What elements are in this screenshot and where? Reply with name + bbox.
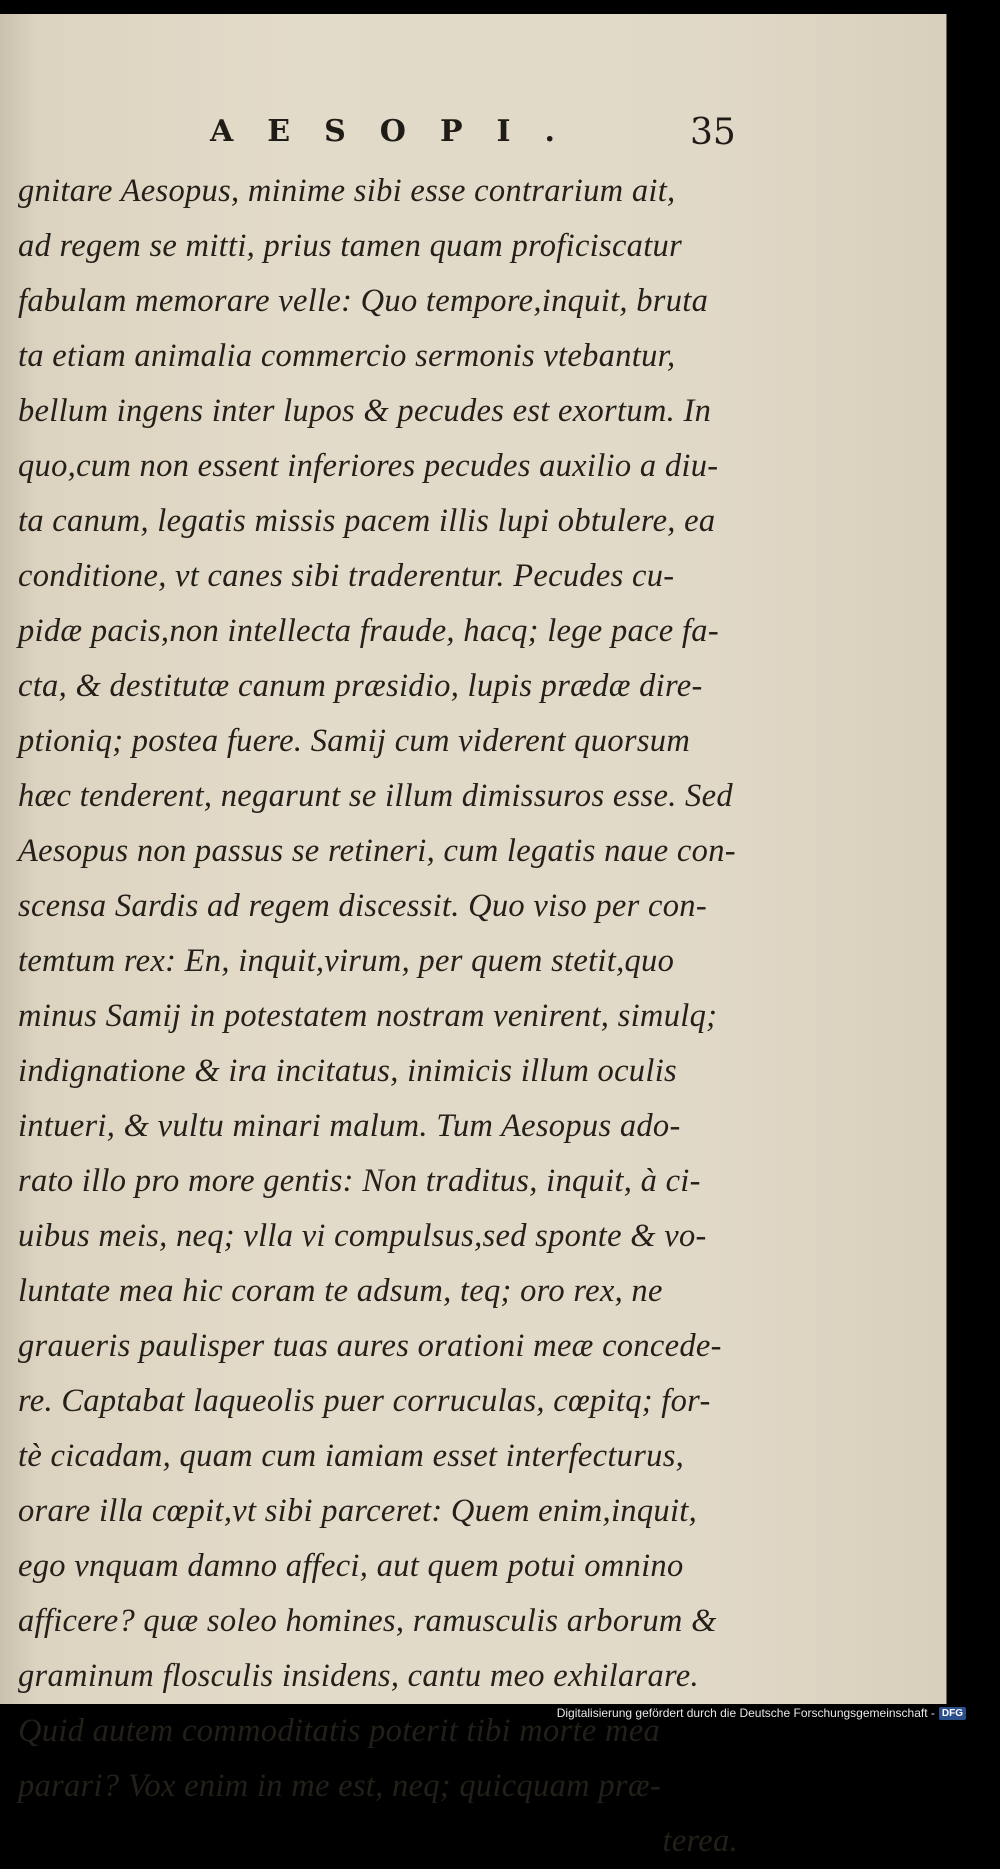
text-line: parari? Vox enim in me est, neq; quicquam præ-: [18, 1768, 661, 1804]
text-line: rato illo pro more gentis: Non traditus, inquit, à ci-: [18, 1163, 701, 1199]
page-number: 35: [690, 112, 736, 153]
text-line: quo,cum non essent inferiores pecudes auxilio a diu-: [18, 448, 719, 484]
text-line: indignatione & ira incitatus, inimicis illum oculis: [18, 1053, 677, 1089]
text-line: orare illa cœpit,vt sibi parceret: Quem enim,inquit,: [18, 1493, 698, 1529]
text-line: afficere? quæ soleo homines, ramusculis arborum &: [18, 1603, 717, 1639]
credit-text: Digitalisierung gefördert durch die Deutsche Forschungsgemeinschaft -: [556, 1706, 935, 1720]
text-line: uibus meis, neq; vlla vi compulsus,sed sponte & vo-: [18, 1218, 707, 1254]
text-line: ptioniq; postea fuere. Samij cum viderent quorsum: [18, 723, 691, 759]
text-line: cta, & destitutæ canum præsidio, lupis prædæ dire-: [18, 668, 703, 704]
body-text: [18, 164, 738, 1869]
text-line: minus Samij in potestatem nostram venirent, simulq;: [18, 998, 718, 1034]
text-line: graminum flosculis insidens, cantu meo exhilarare.: [18, 1658, 699, 1694]
text-line: pidæ pacis,non intellecta fraude, hacq; lege pace fa-: [18, 613, 719, 649]
text-line: Aesopus non passus se retineri, cum legatis naue con-: [18, 833, 736, 869]
dfg-logo-badge: DFG: [939, 1707, 966, 1720]
text-line: ta etiam animalia commercio sermonis vtebantur,: [18, 338, 676, 374]
text-line: graueris paulisper tuas aures orationi meæ concede-: [18, 1328, 722, 1364]
text-line: Quid autem commoditatis poterit tibi morte mea: [18, 1713, 661, 1749]
text-line: hæc tenderent, negarunt se illum dimissuros esse. Sed: [18, 778, 733, 814]
text-line: re. Captabat laqueolis puer corruculas, cœpitq; for-: [18, 1383, 711, 1419]
text-line: tè cicadam, quam cum iamiam esset interfecturus,: [18, 1438, 685, 1474]
digitization-credit: [557, 1706, 966, 1720]
text-line: fabulam memorare velle: Quo tempore,inquit, bruta: [18, 283, 709, 319]
text-line: gnitare Aesopus, minime sibi esse contrarium ait,: [18, 173, 676, 209]
text-line: ta canum, legatis missis pacem illis lupi obtulere, ea: [18, 503, 716, 539]
text-line: temtum rex: En, inquit,virum, per quem stetit,quo: [18, 943, 675, 979]
text-line: ad regem se mitti, prius tamen quam proficiscatur: [18, 228, 683, 264]
text-line: bellum ingens inter lupos & pecudes est exortum. In: [18, 393, 712, 429]
text-line: ego vnquam damno affeci, aut quem potui omnino: [18, 1548, 684, 1584]
text-line: scensa Sardis ad regem discessit. Quo viso per con-: [18, 888, 707, 924]
text-line-catchword: terea.: [662, 1823, 738, 1859]
text-line: conditione, vt canes sibi traderentur. Pecudes cu-: [18, 558, 675, 594]
text-line: intueri, & vultu minari malum. Tum Aesopus ado-: [18, 1108, 681, 1144]
running-title: AESOPI.: [210, 114, 589, 149]
text-line: luntate mea hic coram te adsum, teq; oro rex, ne: [18, 1273, 663, 1309]
